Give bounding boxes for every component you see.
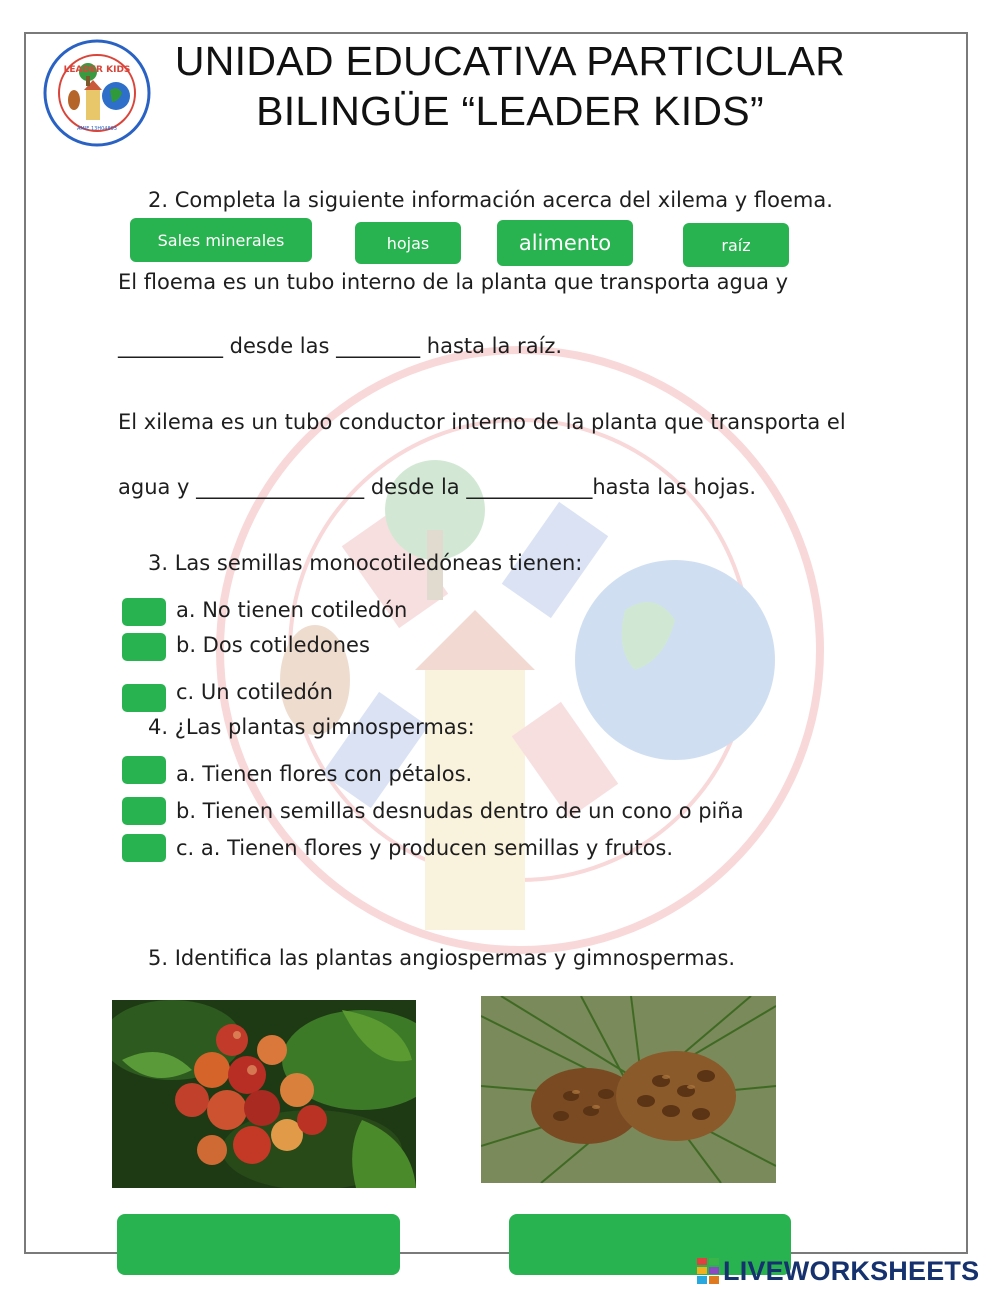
q4-option-c-label: c. a. Tienen flores y producen semillas y frutos. [176, 836, 674, 860]
q3-option-a-checkbox[interactable] [122, 598, 166, 626]
floema-text-line1: El floema es un tubo interno de la planta que transporta agua y [118, 270, 789, 294]
svg-text:LEADER KIDS: LEADER KIDS [63, 65, 131, 75]
word-chip-hojas[interactable]: hojas [355, 222, 461, 264]
pine-cone-photo [481, 996, 776, 1183]
q3-prompt: 3. Las semillas monocotiledóneas tienen: [148, 551, 583, 575]
q3-option-a-label: a. No tienen cotiledón [176, 598, 408, 622]
xilema-text-line1: El xilema es un tubo conductor interno de la planta que transporta el [118, 410, 846, 434]
q3-option-b-checkbox[interactable] [122, 633, 166, 661]
liveworksheets-logo-icon [697, 1258, 719, 1284]
q4-option-b-checkbox[interactable] [122, 797, 166, 825]
q3-option-b-label: b. Dos cotiledones [176, 633, 370, 657]
xilema-text-line2: agua y ________________ desde la ____________hasta las hojas. [118, 475, 757, 499]
q4-option-a-checkbox[interactable] [122, 756, 166, 784]
school-name-line2: BILINGÜE “LEADER KIDS” [256, 88, 764, 134]
q2-prompt: 2. Completa la siguiente información acerca del xilema y floema. [148, 188, 833, 212]
q3-option-c-checkbox[interactable] [122, 684, 166, 712]
liveworksheets-brand [697, 1256, 979, 1286]
liveworksheets-wordmark: LIVEWORKSHEETS [723, 1255, 980, 1286]
word-chip-sales-minerales[interactable]: Sales minerales [130, 218, 312, 262]
answer-box-photo-1[interactable] [117, 1214, 400, 1275]
q5-prompt: 5. Identifica las plantas angiospermas y gimnospermas. [148, 946, 736, 970]
svg-text:AMIE 13H04893: AMIE 13H04893 [77, 126, 117, 132]
school-name-line1: UNIDAD EDUCATIVA PARTICULAR [174, 38, 846, 84]
q4-option-a-label: a. Tienen flores con pétalos. [176, 762, 473, 786]
crabapple-fruit-photo [112, 1000, 416, 1188]
q4-option-b-label: b. Tienen semillas desnudas dentro de un cono o piña [176, 799, 744, 823]
floema-text-line2: __________ desde las ________ hasta la raíz. [118, 334, 563, 358]
q4-option-c-checkbox[interactable] [122, 834, 166, 862]
word-chip-raiz[interactable]: raíz [683, 223, 789, 267]
q4-prompt: 4. ¿Las plantas gimnospermas: [148, 715, 475, 739]
q3-option-c-label: c. Un cotiledón [176, 680, 333, 704]
word-chip-alimento[interactable]: alimento [497, 220, 633, 266]
